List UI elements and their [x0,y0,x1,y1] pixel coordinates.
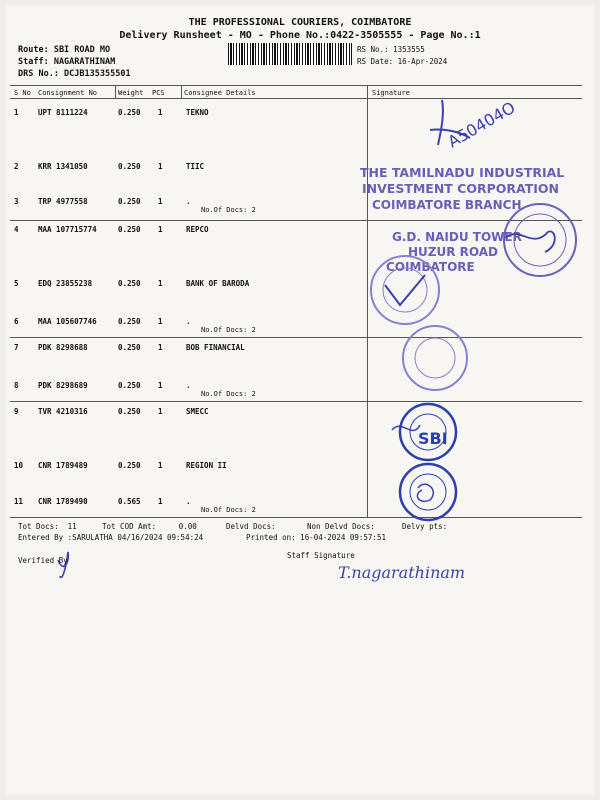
row-consignee: . [186,317,191,326]
row-pcs: 1 [158,381,163,390]
row-consignment: KRR 1341050 [38,162,88,171]
row-docs: No.Of Docs: 2 [201,390,256,398]
col-pcs: PCS [152,89,165,97]
total-cod: Tot COD Amt: 0.00 [102,522,197,531]
row-docs: No.Of Docs: 2 [201,206,256,214]
drs-number: DRS No.: DCJB135355501 [18,69,131,79]
row-sno: 7 [14,343,19,352]
svg-text:COIMBATORE: COIMBATORE [386,260,475,274]
col-consignee: Consignee Details [184,89,256,97]
rs-date: RS Date: 16-Apr-2024 [357,57,448,66]
col-consignment: Consignment No [38,89,98,97]
row-weight: 0.250 [118,225,141,234]
row-pcs: 1 [158,197,163,206]
row-sno: 8 [14,381,19,390]
page-subtitle: Delivery Runsheet - MO - Phone No.:0422-3505555 - Page No.:1 [119,30,481,41]
row-consignee: TIIC [186,162,205,171]
staff-signature-scrawl: T.nagarathinam [338,563,466,582]
row-sno: 3 [14,197,19,206]
row-weight: 0.250 [118,407,141,416]
row-sno: 6 [14,317,19,326]
row-pcs: 1 [158,225,163,234]
sbi-stamp-text: SBI [418,429,448,448]
row-consignee: . [186,197,191,206]
delivered-docs: Delvd Docs: [226,522,276,531]
row-consignee: BANK OF BARODA [186,279,250,288]
row-consignee: . [186,381,191,390]
col-signature: Signature [372,89,410,97]
row-consignment: UPT 8111224 [38,108,88,117]
svg-text:G.D. NAIDU TOWER: G.D. NAIDU TOWER [392,230,522,244]
row-weight: 0.250 [118,279,141,288]
row-weight: 0.250 [118,162,141,171]
row-consignee: SMECC [186,407,209,416]
rs-number: RS No.: 1353555 [357,45,425,54]
row-sno: 2 [14,162,19,171]
route: Route: SBI ROAD MO [18,45,111,55]
svg-text:COIMBATORE BRANCH: COIMBATORE BRANCH [372,198,522,212]
row-pcs: 1 [158,461,163,470]
row-sno: 5 [14,279,19,288]
row-consignment: PDK 8298688 [38,343,88,352]
row-consignment: CNR 1789489 [38,461,88,470]
row5-signature [385,275,425,305]
row-consignment: TRP 4977558 [38,197,88,206]
row-sno: 4 [14,225,19,234]
row-weight: 0.250 [118,108,141,117]
row-pcs: 1 [158,407,163,416]
row9-signature [392,425,420,430]
col-sno: S No [14,89,31,97]
row-consignment: MAA 107715774 [38,225,97,234]
bob-financial-stamp [403,326,467,390]
svg-text:HUZUR ROAD: HUZUR ROAD [408,245,499,259]
row-consignee: REPCO [186,225,209,234]
svg-text:INVESTMENT CORPORATION: INVESTMENT CORPORATION [362,181,559,196]
row-consignee: REGION II [186,461,227,470]
row-weight: 0.565 [118,497,141,506]
row-pcs: 1 [158,279,163,288]
row-consignee: TEKNO [186,108,209,117]
row-docs: No.Of Docs: 2 [201,506,256,514]
row-pcs: 1 [158,343,163,352]
col-weight: Weight [118,89,144,97]
row-weight: 0.250 [118,461,141,470]
row-weight: 0.250 [118,343,141,352]
row-weight: 0.250 [118,197,141,206]
sig-number: A50404O [444,97,519,152]
row11-signature [417,484,433,501]
row-consignment: TVR 4210316 [38,407,88,416]
tiic-stamp [360,165,564,274]
row-weight: 0.250 [118,317,141,326]
total-docs: Tot Docs: 11 [18,522,77,531]
row-weight: 0.250 [118,381,141,390]
row-consignment: PDK 8298689 [38,381,88,390]
row-pcs: 1 [158,108,163,117]
row-pcs: 1 [158,497,163,506]
row-pcs: 1 [158,317,163,326]
delivery-points: Delvy pts: [402,522,448,531]
svg-text:THE TAMILNADU INDUSTRIAL: THE TAMILNADU INDUSTRIAL [360,165,565,180]
row-consignment: CNR 1789490 [38,497,88,506]
bob-financial-stamp-inner [415,338,455,378]
row-sno: 9 [14,407,19,416]
row-pcs: 1 [158,162,163,171]
staff-signature-label: Staff Signature [287,551,355,560]
row-sno: 11 [14,497,24,506]
entered-by: Entered By :SARULATHA 04/16/2024 09:54:24 [18,533,204,542]
page-title: THE PROFESSIONAL COURIERS, COIMBATORE [188,17,412,28]
non-delivered-docs: Non Delvd Docs: [307,522,375,531]
row-sno: 10 [14,461,24,470]
staff: Staff: NAGARATHINAM [18,57,116,67]
verified-by: Verified By [18,556,68,565]
row-docs: No.Of Docs: 2 [201,326,256,334]
region-stamp-inner [410,474,446,510]
row-consignee: . [186,497,191,506]
row-consignment: MAA 105607746 [38,317,97,326]
row-consignee: BOB FINANCIAL [186,343,245,352]
row-sno: 1 [14,108,19,117]
row-consignment: EDQ 23855238 [38,279,93,288]
printed-on: Printed on: 16-04-2024 09:57:51 [246,533,386,542]
region-stamp [400,464,456,520]
